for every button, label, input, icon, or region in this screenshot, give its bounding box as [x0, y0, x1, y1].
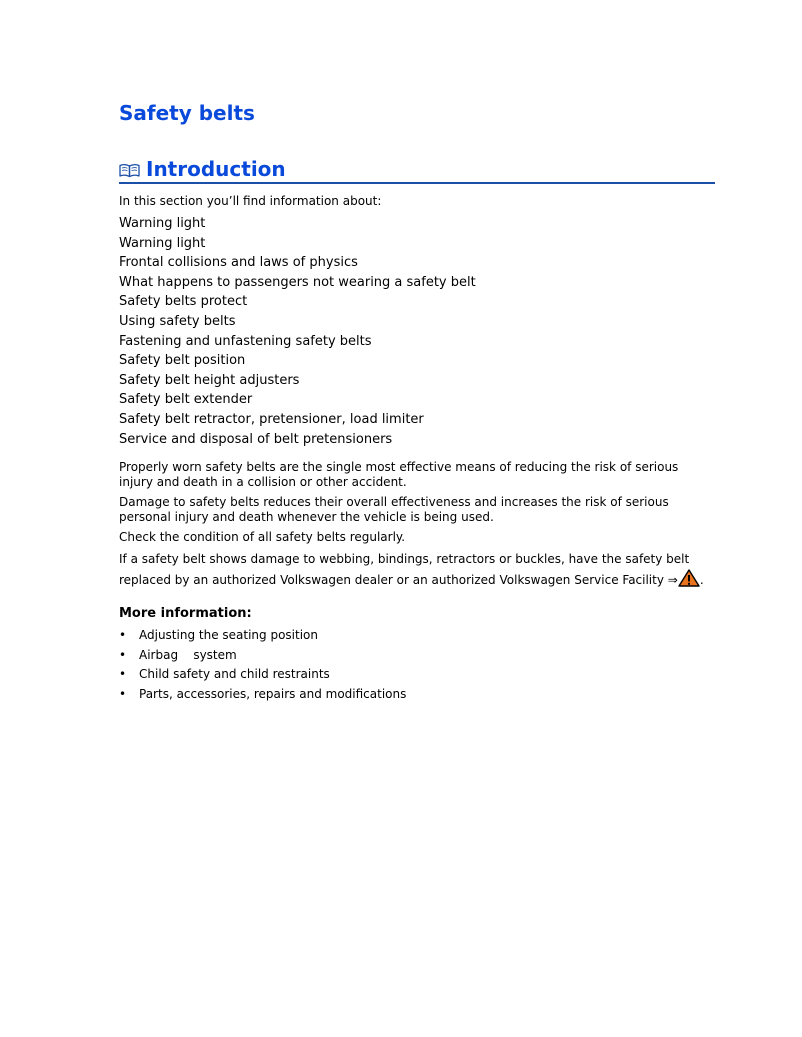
topic-list	[119, 214, 476, 449]
more-info-list	[119, 626, 406, 705]
more-info-heading: More information:	[119, 606, 252, 621]
topic-item[interactable]: Safety belt extender	[119, 392, 253, 408]
paragraph-with-warning	[119, 549, 715, 590]
intro-text: In this section you’ll find information about:	[119, 194, 382, 208]
topic-item[interactable]: Using safety belts	[119, 313, 236, 329]
more-info-link[interactable]: Adjusting the seating position	[139, 628, 318, 642]
more-info-link[interactable]: Airbag system	[139, 647, 237, 662]
bullet: •	[119, 687, 127, 702]
trailing-period: .	[699, 573, 704, 587]
page-title: Safety belts	[119, 101, 255, 125]
bullet: •	[119, 667, 127, 682]
topic-item[interactable]: Warning light	[119, 216, 206, 231]
body-paragraphs	[119, 460, 715, 595]
section-header	[119, 155, 715, 184]
topic-item[interactable]: Safety belts protect	[119, 294, 248, 310]
paragraph-text: If a safety belt shows damage to webbing, bindings, retractors or buckles, have the safety belt replaced by an authorized Volkswagen dealer or an authorized Volkswagen Service Facility ⇒	[119, 552, 690, 587]
topic-item[interactable]: Safety belt height adjusters	[119, 372, 300, 388]
topic-item[interactable]: What happens to passengers not wearing a safety belt	[119, 274, 476, 290]
bullet: •	[119, 628, 127, 642]
topic-item[interactable]: Fastening and unfastening safety belts	[119, 333, 372, 349]
more-info-item[interactable]	[119, 665, 406, 685]
bullet: •	[119, 647, 127, 662]
more-info-link[interactable]: Child safety and child restraints	[139, 667, 330, 682]
topic-item[interactable]: Warning light	[119, 235, 206, 251]
section-heading: Introduction	[146, 157, 286, 181]
book-icon	[119, 163, 140, 178]
topic-item[interactable]: Frontal collisions and laws of physics	[119, 255, 358, 271]
warning-triangle-icon[interactable]	[678, 569, 700, 587]
paragraph: Properly worn safety belts are the single most effective means of reducing the risk of serious injury and death in a collision or other accident.	[119, 460, 679, 489]
topic-item[interactable]: Service and disposal of belt pretensioners	[119, 431, 393, 447]
more-info-item[interactable]	[119, 626, 406, 646]
paragraph: Check the condition of all safety belts regularly.	[119, 530, 406, 544]
paragraph: Damage to safety belts reduces their overall effectiveness and increases the risk of serious personal injury and death whenever the vehicle is being used.	[119, 495, 669, 524]
more-info-item[interactable]	[119, 685, 406, 705]
more-info-item[interactable]	[119, 646, 406, 666]
topic-item[interactable]: Safety belt position	[119, 353, 246, 369]
more-info-link[interactable]: Parts, accessories, repairs and modifications	[139, 687, 407, 702]
topic-item[interactable]: Safety belt retractor, pretensioner, load limiter	[119, 411, 424, 427]
